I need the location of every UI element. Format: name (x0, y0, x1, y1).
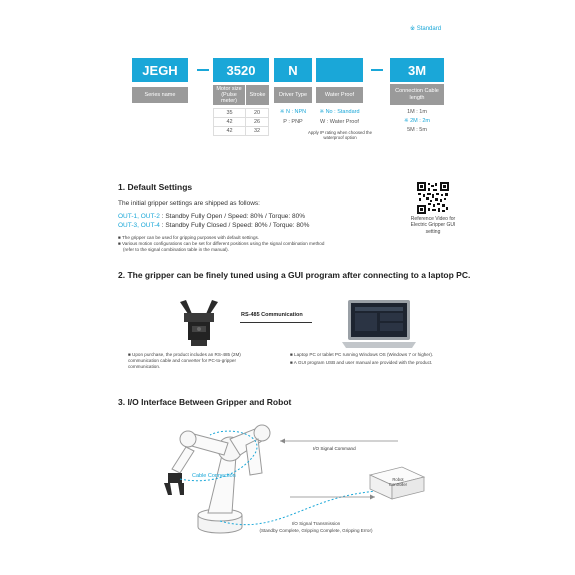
stroke-cell: 26 (245, 117, 269, 127)
gripper-image (170, 298, 228, 350)
water-option: W : Water Proof (320, 119, 359, 125)
comm-line (240, 322, 312, 323)
io-transmission-label: I/O Signal Transmission (291, 521, 341, 526)
default-line-2 (118, 222, 309, 229)
cable-option: 5M : 5m (407, 127, 427, 133)
water-note: Apply IP rating when choosed the waterproof option (308, 130, 372, 141)
io-transmission-detail: (Standby Complete, Gripping Complete, Gripping Error) (259, 528, 373, 533)
note-3: (refer to the signal combination table in the manual). (123, 247, 229, 252)
motor-size-cell: 35 (213, 108, 246, 118)
label-motor-size: Motor size (Pulse meter) (213, 85, 245, 105)
right-note-1: ■ Laptop PC or tablet PC running Windows OS (Windows 7 or higher). (290, 352, 434, 357)
note-2: ■ Various motion configurations can be set for different positions using the signal combination method (118, 241, 325, 246)
comm-label: RS-485 Communication (241, 312, 303, 318)
stroke-cell: 32 (245, 126, 269, 136)
cable-option: 1M : 1m (407, 109, 427, 115)
label-stroke: Stroke (246, 85, 269, 105)
driver-option: ※ N : NPN (279, 109, 307, 115)
section-3-title: 3. I/O Interface Between Gripper and Robot (118, 397, 292, 407)
code-series: JEGH (132, 58, 188, 82)
code-driver: N (274, 58, 312, 82)
stroke-cell: 20 (245, 108, 269, 118)
qr-caption: Reference Video for Electric Gripper GUI setting (410, 216, 456, 235)
dash-2 (371, 69, 383, 71)
section-2-title: 2. The gripper can be finely tuned using a GUI program after connecting to a laptop PC. (118, 270, 471, 280)
code-water (316, 58, 363, 82)
driver-option: P : PNP (283, 119, 303, 125)
cable-option: ※ 2M : 2m (403, 118, 430, 124)
out-1-2-text: : Standby Fully Open / Speed: 80% / Torque: 80% (159, 213, 306, 220)
robot-controller-label: Robot Controller (388, 477, 408, 488)
standard-note: ※ Standard (410, 26, 442, 32)
label-water: Water Proof (316, 87, 363, 103)
qr-code-icon[interactable] (417, 182, 449, 214)
right-note-2: ■ A GUI program USB and user manual are provided with the product. (290, 360, 433, 365)
default-line-1 (118, 213, 305, 220)
laptop-image (340, 298, 418, 352)
dash-1 (197, 69, 209, 71)
cable-connection-label: Cable Connection (192, 473, 236, 479)
code-motor: 3520 (213, 58, 269, 82)
label-series: Series name (132, 87, 188, 103)
io-command-label: I/O Signal Command (313, 446, 356, 451)
section-1-title: 1. Default Settings (118, 182, 193, 192)
left-note: ■ Upon purchase, the product includes an RS-485 (2M) communication cable and converter for PC-to-gripper communication. (128, 352, 241, 369)
motor-size-cell: 42 (213, 117, 246, 127)
out-1-2-label: OUT-1, OUT-2 (118, 213, 160, 220)
out-3-4-label: OUT-3, OUT-4 (118, 222, 160, 229)
code-cable: 3M (390, 58, 444, 82)
label-driver: Driver Type (274, 87, 312, 103)
motor-size-cell: 42 (213, 126, 246, 136)
note-1: ■ The gripper can be used for gripping purposes with default settings. (118, 235, 260, 240)
label-cable: Connection Cable length (390, 84, 444, 105)
out-3-4-text: : Standby Fully Closed / Speed: 80% / Torque: 80% (159, 222, 310, 229)
water-option: ※ No : Standard (319, 109, 360, 115)
section-1-intro: The initial gripper settings are shipped as follows: (118, 200, 260, 207)
